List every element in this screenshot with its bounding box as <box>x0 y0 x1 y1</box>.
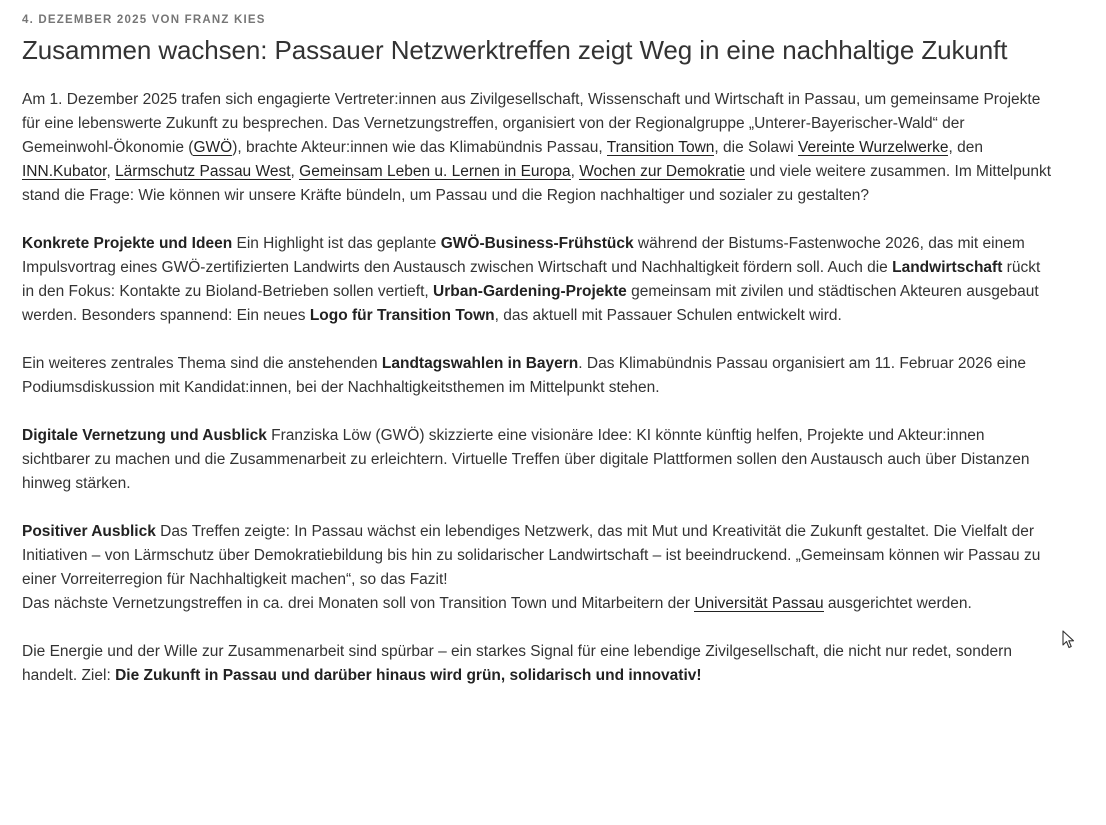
text: ausgerichtet werden. <box>823 595 972 612</box>
mouse-pointer-icon <box>1062 630 1076 650</box>
text: Franziska Löw (GWÖ) skizzierte eine visionäre Idee: KI könnte künftig helfen, Projekte und Akteur:innen sichtbarer zu machen und die Zusammenarbeit zu erleichtern. Virtuelle Treffen über digitale Plattformen sollen den Austausch auch über Distanzen hinweg stärken. <box>22 427 1030 492</box>
bold-text: GWÖ-Business-Frühstück <box>440 235 634 252</box>
text: Das Treffen zeigte: In Passau wächst ein lebendiges Netzwerk, das mit Mut und Kreativität die Zukunft gestaltet. Die Vielfalt der Initiativen – von Lärmschutz über Demokratiebildung bis hin zu solidarischer Landwirtschaft – ist beeindruckend. „Gemeinsam können wir Passau zu einer Vorreiterregion für Nachhaltigkeit machen“, so das Fazit! <box>22 523 1041 588</box>
paragraph-fazit <box>22 640 1052 688</box>
paragraph-digitale-vernetzung <box>22 424 1052 496</box>
text: ), brachte Akteur:innen wie das Klimabündnis Passau, <box>232 139 607 156</box>
text: während der Bistums-Fastenwoche 2026, das mit einem Impulsvortrag eines GWÖ-zertifizierten Landwirts den Austausch zwischen Wirtschaft und Nachhaltigkeit fördern soll. Auch die <box>22 235 1025 276</box>
bold-heading: Positiver Ausblick <box>22 523 156 540</box>
bold-text: Logo für Transition Town <box>309 307 495 324</box>
text: , <box>290 163 300 180</box>
post-meta: 4. DEZEMBER 2025 VON FRANZ KIES <box>22 14 266 26</box>
paragraph-intro <box>22 88 1052 208</box>
link-inn-kubator[interactable]: INN.Kubator <box>22 163 107 180</box>
text: rückt in den Fokus: Kontakte zu Bioland-Betrieben sollen vertieft, <box>22 259 1041 300</box>
link-laermschutz[interactable]: Lärmschutz Passau West <box>115 163 291 180</box>
bold-text: Landtagswahlen in Bayern <box>381 355 579 372</box>
bold-heading: Digitale Vernetzung und Ausblick <box>22 427 267 444</box>
link-universitaet-passau[interactable]: Universität Passau <box>694 595 824 612</box>
text: , die Solawi <box>714 139 798 156</box>
bold-text: Urban-Gardening-Projekte <box>433 283 627 300</box>
post-title: Zusammen wachsen: Passauer Netzwerktreffen zeigt Weg in eine nachhaltige Zukunft <box>22 35 1008 65</box>
text: Das nächste Vernetzungstreffen in ca. drei Monaten soll von Transition Town und Mitarbeitern der <box>22 595 695 612</box>
link-gwoe[interactable]: GWÖ <box>193 139 233 156</box>
paragraph-positiver-ausblick <box>22 520 1052 616</box>
link-transition-town[interactable]: Transition Town <box>606 139 715 156</box>
link-gemeinsam-leben[interactable]: Gemeinsam Leben u. Lernen in Europa <box>299 163 571 180</box>
bold-text: Die Zukunft in Passau und darüber hinaus wird grün, solidarisch und innovativ! <box>115 667 702 684</box>
blog-article <box>22 12 1052 688</box>
bold-text: Landwirtschaft <box>892 259 1003 276</box>
text: . Das Klimabündnis Passau organisiert am 11. Februar 2026 eine Podiumsdiskussion mit Kandidat:innen, bei der Nachhaltigkeitsthemen im Mittelpunkt stehen. <box>22 355 1027 396</box>
text: gemeinsam mit zivilen und städtischen Akteuren ausgebaut werden. Besonders spannend: Ein neues <box>22 283 1039 324</box>
text: , <box>570 163 580 180</box>
text: , <box>106 163 116 180</box>
paragraph-projekte <box>22 232 1052 328</box>
text: und viele weitere zusammen. Im Mittelpunkt stand die Frage: Wie können wir unsere Kräfte bündeln, um Passau und die Region nachhaltiger und sozialer zu gestalten? <box>22 163 1052 204</box>
text: , das aktuell mit Passauer Schulen entwickelt wird. <box>494 307 842 324</box>
paragraph-landtagswahlen <box>22 352 1052 400</box>
link-wochen-demokratie[interactable]: Wochen zur Demokratie <box>579 163 746 180</box>
text: , den <box>948 139 983 156</box>
bold-heading: Konkrete Projekte und Ideen <box>22 235 233 252</box>
text: Ein weiteres zentrales Thema sind die anstehenden <box>22 355 382 372</box>
text: Ein Highlight ist das geplante <box>232 235 441 252</box>
link-vereinte-wurzelwerke[interactable]: Vereinte Wurzelwerke <box>797 139 949 156</box>
text: Am 1. Dezember 2025 trafen sich engagierte Vertreter:innen aus Zivilgesellschaft, Wissenschaft und Wirtschaft in Passau, um gemeinsame Projekte für eine lebenswerte Zukunft zu besprechen. Das Vernetzungstreffen, organisiert von der Regionalgruppe „Unterer-Bayerischer-Wald“ der Gemeinwohl-Ökonomie ( <box>22 91 1041 156</box>
text: Die Energie und der Wille zur Zusammenarbeit sind spürbar – ein starkes Signal für eine lebendige Zivilgesellschaft, die nicht nur redet, sondern handelt. Ziel: <box>22 643 1012 684</box>
